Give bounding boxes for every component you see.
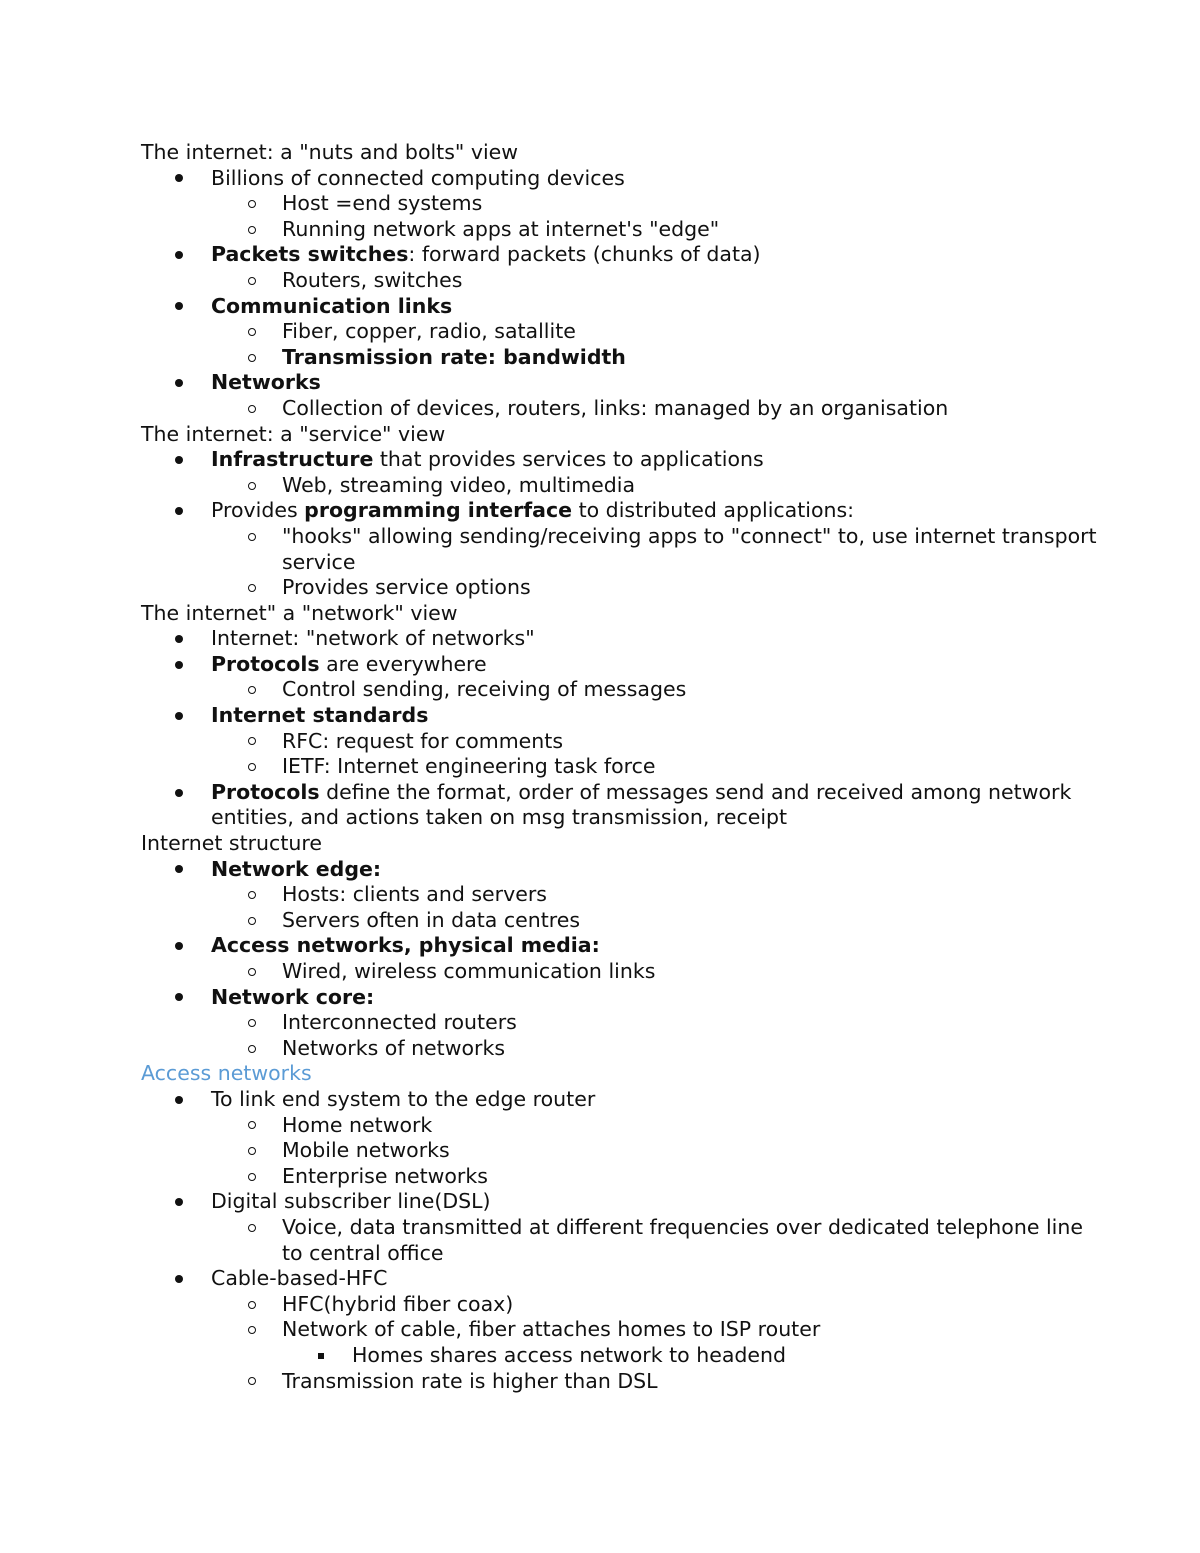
bullet-disc-icon <box>175 626 183 652</box>
text-run: "hooks" allowing sending/receiving apps to "connect" to, use internet transport service <box>282 523 1097 574</box>
list-item-level-2 <box>141 677 1101 703</box>
bullet-circle-icon <box>248 677 256 703</box>
bullet-circle-icon <box>248 1010 256 1036</box>
list-item-level-1 <box>141 857 1101 883</box>
bullet-circle-icon <box>248 1113 256 1139</box>
bullet-circle-icon <box>248 908 256 934</box>
section-heading <box>141 140 1101 166</box>
text-run: Provides <box>211 498 305 523</box>
text-run: Transmission rate is higher than DSL <box>282 1368 658 1393</box>
bold-text: Access networks, physical media: <box>211 933 600 958</box>
line-text <box>211 703 428 727</box>
text-run: Mobile networks <box>282 1138 450 1163</box>
text-run: Internet: "network of networks" <box>211 626 535 651</box>
line-text <box>282 882 547 906</box>
line-text <box>282 1317 820 1341</box>
bullet-circle-icon <box>248 882 256 908</box>
text-run: Home network <box>282 1112 433 1137</box>
list-item-level-1 <box>141 626 1101 652</box>
line-text <box>282 1010 517 1034</box>
list-item-level-2 <box>141 754 1101 780</box>
bullet-disc-icon <box>175 985 183 1011</box>
bullet-disc-icon <box>175 652 183 678</box>
section-heading <box>141 422 1101 448</box>
list-item-level-2 <box>141 524 1101 575</box>
bold-text: Communication links <box>211 293 453 318</box>
list-item-level-1 <box>141 1266 1101 1292</box>
text-run: Routers, switches <box>282 267 463 292</box>
bold-text: Protocols <box>211 779 320 804</box>
line-text <box>211 370 321 394</box>
line-text <box>282 1113 432 1137</box>
line-text <box>282 1138 450 1162</box>
list-item-level-1 <box>141 370 1101 396</box>
text-run: Hosts: clients and servers <box>282 882 547 907</box>
line-text <box>282 729 563 753</box>
bullet-circle-icon <box>248 319 256 345</box>
text-run: Servers often in data centres <box>282 907 581 932</box>
text-run: that provides services to applications <box>373 447 764 472</box>
list-item-level-1 <box>141 1189 1101 1215</box>
text-run: are everywhere <box>319 651 487 676</box>
text-run: Web, streaming video, multimedia <box>282 472 636 497</box>
line-text <box>282 575 531 599</box>
bullet-circle-icon <box>248 191 256 217</box>
bullet-disc-icon <box>175 294 183 320</box>
list-item-level-2 <box>141 473 1101 499</box>
bullet-circle-icon <box>248 754 256 780</box>
text-run: The internet: a "nuts and bolts" view <box>141 140 519 164</box>
text-run: Fiber, copper, radio, satallite <box>282 319 576 344</box>
list-item-level-1 <box>141 242 1101 268</box>
line-text <box>211 626 535 650</box>
bullet-disc-icon <box>175 370 183 396</box>
list-item-level-2 <box>141 1010 1101 1036</box>
bold-text: programming interface <box>304 498 573 523</box>
line-text <box>141 140 518 164</box>
line-text <box>282 1164 488 1188</box>
bullet-circle-icon <box>248 1215 256 1241</box>
line-text <box>141 422 445 446</box>
list-item-level-1 <box>141 985 1101 1011</box>
line-text <box>211 985 374 1009</box>
line-text <box>211 857 381 881</box>
text-run: Digital subscriber line(DSL) <box>211 1189 491 1214</box>
bold-text: Network core: <box>211 984 375 1009</box>
text-run: Enterprise networks <box>282 1163 488 1188</box>
bullet-disc-icon <box>175 1266 183 1292</box>
list-item-level-2 <box>141 1317 1101 1343</box>
document-body <box>141 140 1101 1394</box>
list-item-level-2 <box>141 217 1101 243</box>
list-item-level-2 <box>141 1292 1101 1318</box>
line-text <box>282 1292 513 1316</box>
text-run: Homes shares access network to headend <box>352 1342 787 1367</box>
line-text <box>211 933 600 957</box>
bullet-circle-icon <box>248 959 256 985</box>
line-text <box>211 1266 387 1290</box>
text-run: Provides service options <box>282 575 531 600</box>
line-text <box>282 191 482 215</box>
bullet-disc-icon <box>175 498 183 524</box>
bullet-circle-icon <box>248 1292 256 1318</box>
text-run: Internet structure <box>141 831 322 856</box>
bullet-circle-icon <box>248 1138 256 1164</box>
list-item-level-2 <box>141 1138 1101 1164</box>
bullet-square-icon <box>318 1343 324 1369</box>
list-item-level-1 <box>141 780 1101 831</box>
bold-text: Protocols <box>211 651 320 676</box>
text-run: : forward packets (chunks of data) <box>408 242 761 267</box>
line-text <box>282 524 1097 574</box>
list-item-level-2 <box>141 319 1101 345</box>
line-text <box>211 780 1071 830</box>
text-run: Network of cable, fiber attaches homes to ISP router <box>282 1317 821 1342</box>
bullet-disc-icon <box>175 780 183 806</box>
line-text <box>141 601 458 625</box>
line-text <box>282 217 719 241</box>
bullet-circle-icon <box>248 575 256 601</box>
line-text <box>282 473 635 497</box>
list-item-level-1 <box>141 703 1101 729</box>
list-item-level-2 <box>141 1036 1101 1062</box>
line-text <box>211 1087 595 1111</box>
text-run: Host =end systems <box>282 191 483 216</box>
list-item-level-2 <box>141 729 1101 755</box>
bullet-circle-icon <box>248 1036 256 1062</box>
line-text <box>211 242 761 266</box>
list-item-level-1 <box>141 1087 1101 1113</box>
bullet-disc-icon <box>175 1087 183 1113</box>
line-text <box>282 1369 658 1393</box>
bold-text: Networks <box>211 370 321 395</box>
bullet-circle-icon <box>248 1369 256 1395</box>
text-run: Running network apps at internet's "edge" <box>282 216 720 241</box>
list-item-level-1 <box>141 933 1101 959</box>
text-run: IETF: Internet engineering task force <box>282 754 656 779</box>
list-item-level-1 <box>141 294 1101 320</box>
bold-text: Internet standards <box>211 703 429 728</box>
text-run: The internet" a "network" view <box>141 600 458 625</box>
section-heading <box>141 1061 1101 1087</box>
list-item-level-2 <box>141 191 1101 217</box>
text-run: Interconnected routers <box>282 1010 517 1035</box>
line-text <box>211 1189 491 1213</box>
list-item-level-3 <box>141 1343 1101 1369</box>
list-item-level-1 <box>141 447 1101 473</box>
bold-text: Network edge: <box>211 856 382 881</box>
list-item-level-2 <box>141 1113 1101 1139</box>
text-run: HFC(hybrid fiber coax) <box>282 1291 514 1316</box>
line-text <box>211 166 625 190</box>
list-item-level-1 <box>141 166 1101 192</box>
line-text <box>282 908 580 932</box>
list-item-level-2 <box>141 882 1101 908</box>
text-run: Billions of connected computing devices <box>211 165 625 190</box>
bullet-circle-icon <box>248 268 256 294</box>
line-text <box>141 831 322 855</box>
list-item-level-2 <box>141 1164 1101 1190</box>
section-heading <box>141 831 1101 857</box>
bullet-circle-icon <box>248 1317 256 1343</box>
line-text <box>282 677 686 701</box>
text-run: Wired, wireless communication links <box>282 959 656 983</box>
bullet-circle-icon <box>248 217 256 243</box>
list-item-level-2 <box>141 1215 1101 1266</box>
list-item-level-1 <box>141 498 1101 524</box>
line-text <box>141 1061 312 1085</box>
list-item-level-2 <box>141 575 1101 601</box>
bullet-circle-icon <box>248 524 256 550</box>
line-text <box>282 959 655 983</box>
line-text <box>282 1215 1083 1265</box>
line-text <box>282 1036 505 1060</box>
list-item-level-2 <box>141 396 1101 422</box>
bullet-disc-icon <box>175 447 183 473</box>
list-item-level-2 <box>141 959 1101 985</box>
text-run: RFC: request for comments <box>282 728 563 753</box>
bullet-disc-icon <box>175 933 183 959</box>
text-run: Voice, data transmitted at different frequencies over dedicated telephone line to central office <box>282 1214 1083 1265</box>
line-text <box>282 345 626 369</box>
text-run: To link end system to the edge router <box>211 1086 596 1111</box>
bold-text: Packets switches <box>211 242 409 267</box>
bullet-circle-icon <box>248 1164 256 1190</box>
text-run: Cable-based-HFC <box>211 1266 388 1291</box>
bold-text: Transmission rate: bandwidth <box>282 344 626 369</box>
line-text <box>211 652 487 676</box>
bullet-disc-icon <box>175 857 183 883</box>
line-text <box>211 447 764 471</box>
bullet-disc-icon <box>175 1189 183 1215</box>
text-run: Collection of devices, routers, links: managed by an organisation <box>282 395 949 420</box>
bullet-disc-icon <box>175 703 183 729</box>
text-run: The internet: a "service" view <box>141 421 446 446</box>
text-run: Control sending, receiving of messages <box>282 677 687 702</box>
bullet-circle-icon <box>248 729 256 755</box>
list-item-level-2 <box>141 1369 1101 1395</box>
line-text <box>282 754 656 778</box>
line-text <box>282 396 948 420</box>
bullet-disc-icon <box>175 166 183 192</box>
text-run: Networks of networks <box>282 1035 505 1060</box>
text-run: Access networks <box>141 1061 312 1086</box>
list-item-level-1 <box>141 652 1101 678</box>
bullet-circle-icon <box>248 473 256 499</box>
bullet-circle-icon <box>248 396 256 422</box>
line-text <box>211 294 452 318</box>
list-item-level-2 <box>141 268 1101 294</box>
text-run: define the format, order of messages send and received among network entities, and actions taken on msg transmission, receipt <box>211 779 1072 830</box>
line-text <box>352 1343 786 1367</box>
line-text <box>282 268 462 292</box>
bullet-disc-icon <box>175 242 183 268</box>
list-item-level-2 <box>141 908 1101 934</box>
list-item-level-2 <box>141 345 1101 371</box>
bullet-circle-icon <box>248 345 256 371</box>
line-text <box>211 498 854 522</box>
section-heading <box>141 601 1101 627</box>
line-text <box>282 319 576 343</box>
text-run: to distributed applications: <box>572 498 855 523</box>
bold-text: Infrastructure <box>211 447 374 472</box>
